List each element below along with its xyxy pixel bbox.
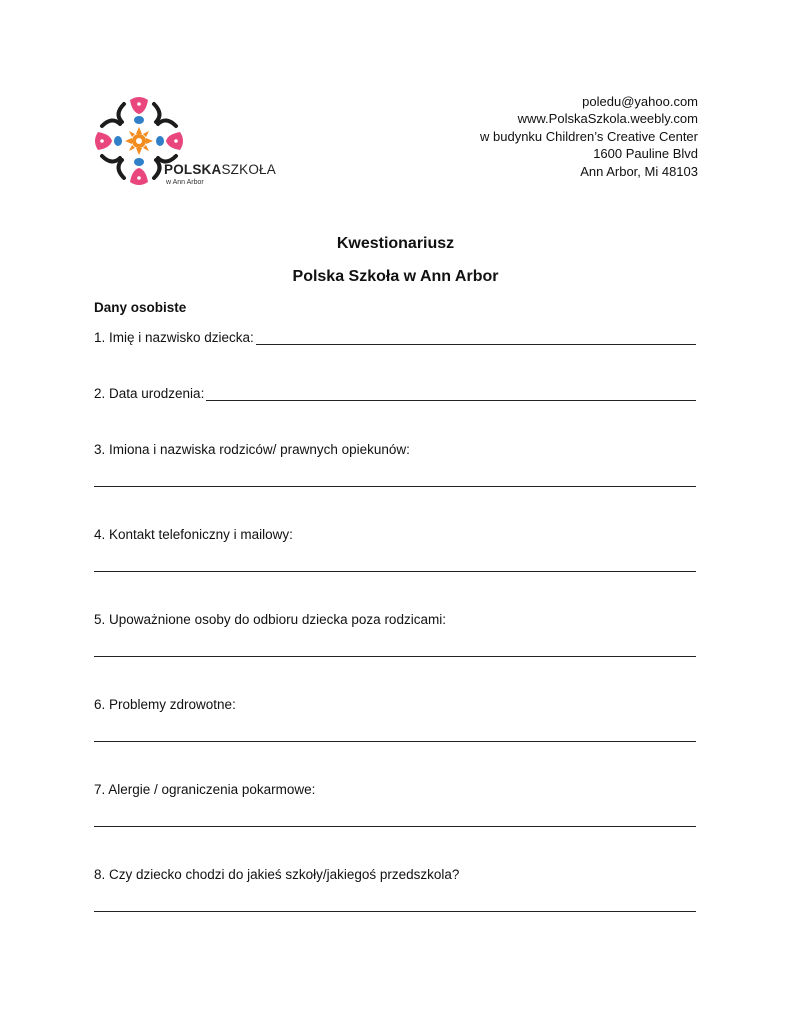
question-2-label: 2. Data urodzenia: <box>94 386 205 401</box>
contact-email: poledu@yahoo.com <box>582 94 698 109</box>
document-subtitle: Polska Szkoła w Ann Arbor <box>292 268 499 285</box>
question-3-label: 3. Imiona i nazwiska rodziców/ prawnych opiekunów: <box>94 442 410 457</box>
section-heading: Dany osobiste <box>94 300 187 315</box>
question-8-answer-line[interactable] <box>94 911 696 912</box>
question-5-label: 5. Upoważnione osoby do odbioru dziecka poza rodzicami: <box>94 612 446 627</box>
school-logo <box>94 96 294 196</box>
question-3-answer-line[interactable] <box>94 486 696 487</box>
logo-wordmark-bold: POLSKA <box>164 162 222 177</box>
logo-wordmark <box>164 162 276 177</box>
question-8-label: 8. Czy dziecko chodzi do jakieś szkoły/jakiegoś przedszkola? <box>94 867 460 882</box>
document-title: Kwestionariusz <box>336 235 455 252</box>
contact-city: Ann Arbor, Mi 48103 <box>580 163 698 179</box>
question-7-answer-line[interactable] <box>94 826 696 827</box>
logo-wordmark-regular: SZKOŁA <box>221 162 276 177</box>
question-6-label: 6. Problemy zdrowotne: <box>94 697 236 712</box>
question-4-label: 4. Kontakt telefoniczny i mailowy: <box>94 527 293 542</box>
question-7-label: 7. Alergie / ograniczenia pokarmowe: <box>94 782 316 797</box>
contact-street: 1600 Pauline Blvd <box>593 146 698 162</box>
question-2-answer-line[interactable] <box>206 386 696 401</box>
question-5-answer-line[interactable] <box>94 656 696 657</box>
contact-location: w budynku Children’s Creative Center <box>480 128 698 144</box>
question-6-answer-line[interactable] <box>94 741 696 742</box>
logo-subtitle: w Ann Arbor <box>166 179 204 186</box>
contact-website: www.PolskaSzkola.weebly.com <box>517 111 698 127</box>
question-1-label: 1. Imię i nazwisko dziecka: <box>94 330 254 345</box>
question-1-answer-line[interactable] <box>256 330 696 345</box>
question-1-row <box>94 330 696 345</box>
question-2-row <box>94 386 696 401</box>
contact-info <box>480 93 698 180</box>
question-4-answer-line[interactable] <box>94 571 696 572</box>
